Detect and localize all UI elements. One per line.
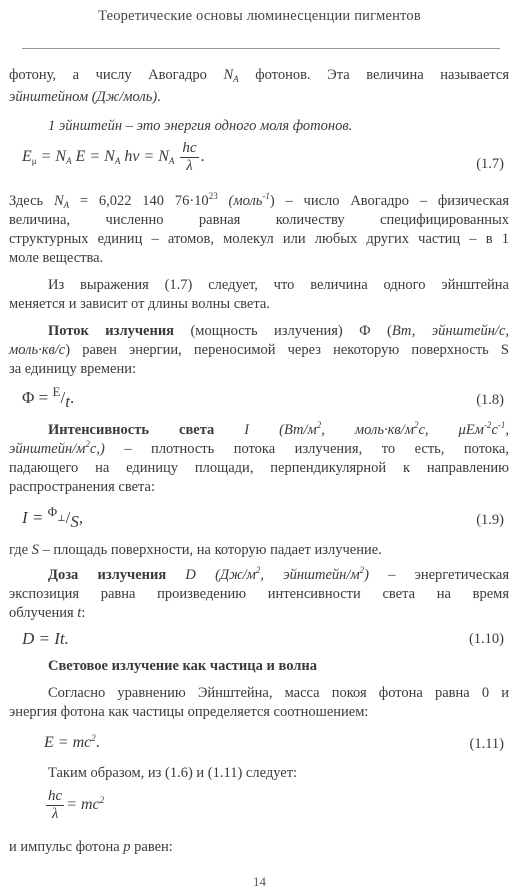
paragraph-line: Согласно уравнению Эйнштейна, масса покоя фотона равна 0 и [48, 685, 509, 701]
paragraph-line: распространения света: [9, 479, 155, 495]
paragraph-line: где S – площадь поверхности, на которую падает излучение. [9, 542, 382, 558]
paragraph-line: структурных единиц – атомов, молекул или любых других частиц – в 1 [9, 231, 509, 247]
paragraph-line: эйнштейн/$м^2с$,) – плотность потока излучения, то есть, потока, [9, 439, 509, 457]
equation-number: (1.10) [468, 631, 504, 647]
paragraph-line: Интенсивность света I ($Вт/м^2$, $моль\cdot кв/м^2с$, $\mu Ем^{-2}с^{-1}$, [48, 420, 509, 438]
paragraph-line: Таким образом, из (1.6) и (1.11) следует: [48, 765, 298, 781]
section-heading: Световое излучение как частица и волна [48, 658, 317, 674]
paragraph-line: экспозиция равна произведению интенсивности света на время [9, 586, 509, 602]
term-flux: Поток излучения [48, 323, 175, 339]
equation-number: (1.8) [476, 392, 504, 408]
equation-1-8: Φ = $^E$/t. [22, 384, 75, 411]
paragraph-line: и импульс фотона p равен: [9, 839, 173, 855]
paragraph-line: моль·кв/с) равен энергии, переносимой через некоторую поверхность S [9, 342, 509, 358]
paragraph-line: облучения t: [9, 605, 86, 621]
page-number: 14 [253, 874, 266, 889]
equation-number: (1.11) [469, 736, 504, 752]
equation-momentum-mass: $\frac{hc}{\lambda}$ = $mc^2$ [48, 788, 105, 822]
paragraph-line: энергия фотона как частицы определяется соотношением: [9, 704, 369, 720]
paragraph-line: меняется и зависит от длины волны света. [9, 296, 270, 312]
paragraph-line: фотону, а числу Авогадро $N_A$ фотонов. Эта величина называется [9, 67, 510, 84]
equation-number: (1.9) [476, 512, 504, 528]
paragraph-line: эйнштейном (Дж/моль). [9, 89, 161, 105]
einstein-term: эйнштейном (Дж/моль) [9, 89, 158, 105]
paragraph-line: Из выражения (1.7) следует, что величина одного эйнштейна [48, 277, 509, 293]
definition-line: 1 эйнштейн – это энергия одного моля фотонов. [48, 118, 353, 134]
paragraph-line: величина, численно равная количеству специфицированных [9, 212, 509, 228]
paragraph-line: падающего на единицу площади, перпендикулярной к направлению [9, 460, 509, 476]
paragraph-line: Поток излучения (мощность излучения) Ф (Вт, эйнштейн/с, [48, 323, 510, 339]
running-header: Теоретические основы люминесценции пигментов [98, 8, 421, 24]
paragraph-line: Здесь $N_A = 6,022$ 140 $76\cdot 10^{23}$ (моль$^{-1}$) – число Авогадро – физическая [9, 191, 509, 210]
equation-1-7: $E_\mu = N_A$ $E = N_A$ $h\nu = N_A$ $\frac{hc}{\lambda}$ . [22, 140, 205, 174]
equation-number: (1.7) [476, 156, 504, 172]
paragraph-line: за единицу времени: [9, 361, 137, 377]
fraction: $\frac{hc}{\lambda}$ [48, 788, 63, 822]
equation-1-9: I = $^\Phi_\perp$/S, [22, 504, 84, 531]
paragraph-line: моле вещества. [9, 250, 104, 266]
equation-1-11: $E = mc^2$. [44, 733, 100, 751]
paragraph-line: Доза излучения D ($Дж/м^2$, эйнштейн/$м^2$) – энергетическая [48, 565, 510, 583]
fraction: $\frac{hc}{\lambda}$ [182, 140, 197, 174]
header-rule [22, 48, 500, 49]
equation-1-10: D = It. [22, 629, 69, 648]
term-intensity: Интенсивность света [48, 422, 215, 438]
term-dose: Доза излучения [48, 567, 167, 583]
